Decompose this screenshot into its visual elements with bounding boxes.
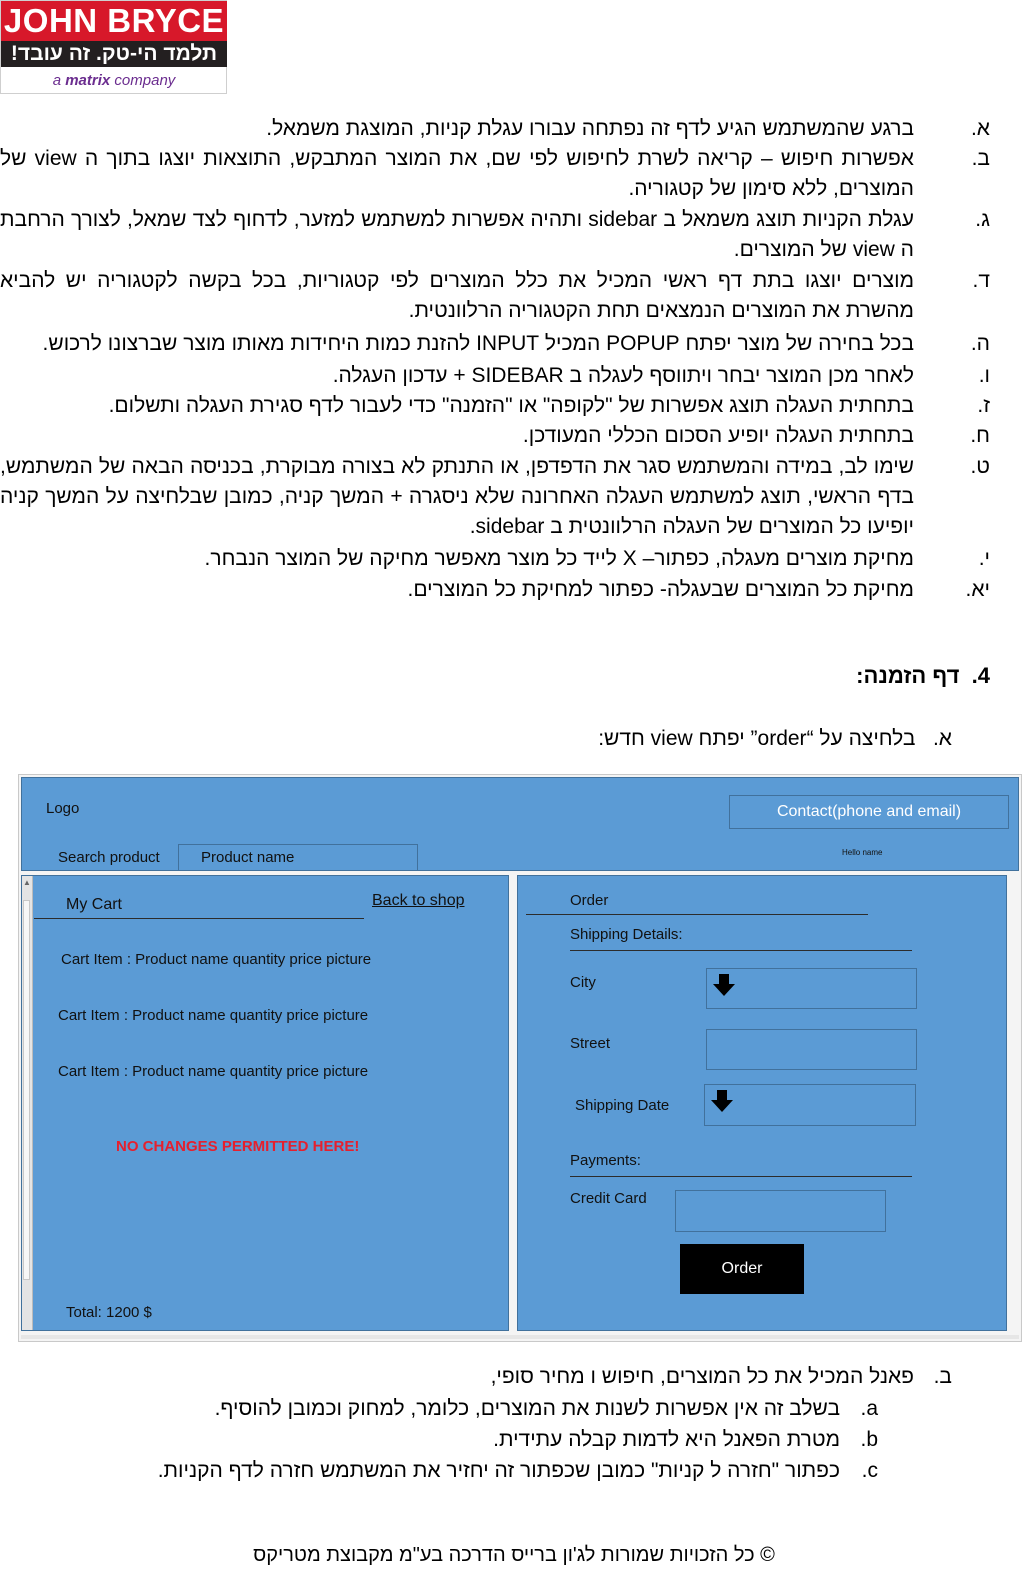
wireframe-header <box>21 777 1019 871</box>
list-item <box>0 144 990 204</box>
shipping-date-label: Shipping Date <box>575 1097 670 1114</box>
list-marker: י. <box>978 547 990 570</box>
list-item <box>0 1456 878 1486</box>
list-marker: b. <box>860 1428 878 1451</box>
arrow-down-icon <box>711 972 737 998</box>
list-text: אפשרות חיפוש – קריאה לשרת לחיפוש לפי שם, את המוצר המתבקש, התוצאות יוצגו בתוך ה view של המוצרים, ללא סימון של קטגוריה. <box>0 147 914 200</box>
credit-card-label: Credit Card <box>570 1190 647 1207</box>
list-text: פאנל המכיל את כל המוצרים, חיפוש ו מחיר סופי, <box>490 1365 914 1388</box>
company-logo <box>0 0 227 94</box>
street-label: Street <box>570 1035 611 1052</box>
list-item <box>0 391 990 421</box>
list-item <box>0 266 990 326</box>
my-cart-title: My Cart <box>66 896 122 913</box>
cart-scrollbar[interactable] <box>22 876 33 1330</box>
order-page-wireframe <box>18 774 1022 1342</box>
payments-label: Payments: <box>570 1152 641 1169</box>
contact-button[interactable]: Contact(phone and email) <box>729 795 1009 829</box>
list-item <box>0 329 990 359</box>
copyright-footer: © כל הזכויות שמורות לג'ון ברייס הדרכה בע"מ מקבוצת מטריקס <box>253 1544 775 1566</box>
cart-divider <box>34 918 364 919</box>
cart-panel <box>21 875 509 1331</box>
list-marker: ח. <box>970 424 990 447</box>
shipping-date-dropdown[interactable] <box>704 1084 916 1126</box>
back-to-shop-link[interactable]: Back to shop <box>372 892 465 909</box>
hello-user-label: Hello name <box>842 848 883 857</box>
list-marker: ה. <box>970 332 990 355</box>
list-text: בתחתית העגלה תוצג אפשרות של "לקופה" או "הזמנה" כדי לעבור לדף סגירת העגלה ותשלום. <box>108 394 914 417</box>
list-item <box>0 361 990 391</box>
list-item <box>0 205 990 265</box>
section-heading: 4. דף הזמנה: <box>856 663 990 688</box>
search-label: Search product <box>58 849 160 866</box>
list-item <box>0 421 990 451</box>
list-marker: ו. <box>978 364 990 387</box>
cart-total: Total: 1200 $ <box>66 1304 152 1321</box>
list-text: מטרת הפאנל היא לדמות קבלה עתידית. <box>493 1428 840 1451</box>
arrow-down-icon <box>709 1088 735 1114</box>
wireframe-bottom-bar <box>21 1335 1019 1339</box>
list-marker: a. <box>860 1397 878 1420</box>
shipping-divider <box>570 950 912 951</box>
list-item <box>0 544 990 574</box>
list-marker: יא. <box>965 578 990 601</box>
list-marker: א. <box>970 117 990 140</box>
logo-subtitle: a matrix company <box>52 72 176 89</box>
cart-item: Cart Item : Product name quantity price picture <box>58 1007 369 1024</box>
order-panel <box>517 875 1007 1331</box>
credit-card-field[interactable] <box>675 1190 886 1232</box>
list-marker: ג. <box>975 208 990 231</box>
scroll-up-icon[interactable]: ▲ <box>23 878 31 887</box>
list-marker: ב. <box>933 1365 952 1388</box>
list-text: לאחר מכן המוצר יבחר ויתווסף לעגלה ב SIDEBAR + עדכון העגלה. <box>332 364 914 387</box>
list-marker: ז. <box>977 394 990 417</box>
list-text: בכל בחירה של מוצר יפתח POPUP המכיל INPUT להזנת כמות היחידות מאותו מוצר שברצונו לרכוש. <box>42 332 914 355</box>
logo-tagline: תלמד הי-טק. זה עובד! <box>1 41 227 67</box>
order-button[interactable]: Order <box>680 1244 804 1294</box>
list-item <box>0 452 990 542</box>
cart-item: Cart Item : Product name quantity price picture <box>58 1063 369 1080</box>
list-item <box>0 114 990 144</box>
list-item <box>0 1425 878 1455</box>
list-text: עגלת הקניות תוצג משמאל ב sidebar ותהיה אפשרות למשתמש למזער, לדחוף לצד שמאל, לצורך הרחבת ה view של המוצרים. <box>0 208 915 261</box>
order-divider <box>526 914 868 915</box>
section-subitem: א. בלחיצה על “order” יפתח view חדש: <box>598 727 952 750</box>
shipping-details-label: Shipping Details: <box>570 926 683 943</box>
list-text: שימו לב, במידה והמשתמש סגר את הדפדפן, או התנתק לא בצורה מבוקרת, בכניסה הבאה של המשתמש, בדף הראשי, תוצג למשתמש העגלה האחרונה שלא ניסגרה + המשך קניה, כמובן שבלחיצה על המשך קניה יופיעו כל המוצרים של העגלה הרלוונטית ב sidebar. <box>0 455 914 538</box>
list-item <box>0 1394 878 1424</box>
list-item <box>0 1362 952 1392</box>
list-text: מחיקת מוצרים מעגלה, כפתור– X לייד כל מוצר מאפשר מחיקה של המוצר הנבחר. <box>204 547 914 570</box>
list-text: בתחתית העגלה יופיע הסכום הכללי המעודכן. <box>522 424 914 447</box>
list-marker: c. <box>861 1459 878 1482</box>
payments-divider <box>570 1176 912 1177</box>
list-text: כפתור "חזרה ל קניות" כמובן שכפתור זה יחזיר את המשתמש חזרה לדף הקניות. <box>157 1459 840 1482</box>
wireframe-logo: Logo <box>46 800 80 817</box>
list-text: ברגע שהמשתמש הגיע לדף זה נפתחה עבורו עגלת קניות, המוצגת משמאל. <box>266 117 914 140</box>
list-text: מחיקת כל המוצרים שבעגלה- כפתור למחיקת כל המוצרים. <box>407 578 914 601</box>
list-text: בשלב זה אין אפשרות לשנות את המוצרים, כלומר, למחוק וכמובן להוסיף. <box>214 1397 840 1420</box>
no-changes-warning: NO CHANGES PERMITTED HERE! <box>116 1138 360 1155</box>
order-title: Order <box>570 892 609 909</box>
list-marker: ד. <box>972 269 990 292</box>
city-label: City <box>570 974 596 991</box>
cart-item: Cart Item : Product name quantity price picture <box>61 951 372 968</box>
logo-brand: JOHN BRYCE <box>1 1 227 41</box>
scroll-thumb[interactable] <box>23 900 30 1280</box>
search-input[interactable]: Product name <box>178 844 418 871</box>
list-item <box>0 575 990 605</box>
list-marker: ב. <box>971 147 990 170</box>
street-field[interactable] <box>706 1029 917 1070</box>
list-text: מוצרים יוצגו בתת דף ראשי המכיל את כלל המוצרים לפי קטגוריות, בכל בקשה לקטגוריה יש להביא מהשרת את המוצרים הנמצאים תחת הקטגוריה הרלוונטית. <box>0 269 914 322</box>
city-dropdown[interactable] <box>706 968 917 1009</box>
list-marker: ט. <box>970 455 990 478</box>
